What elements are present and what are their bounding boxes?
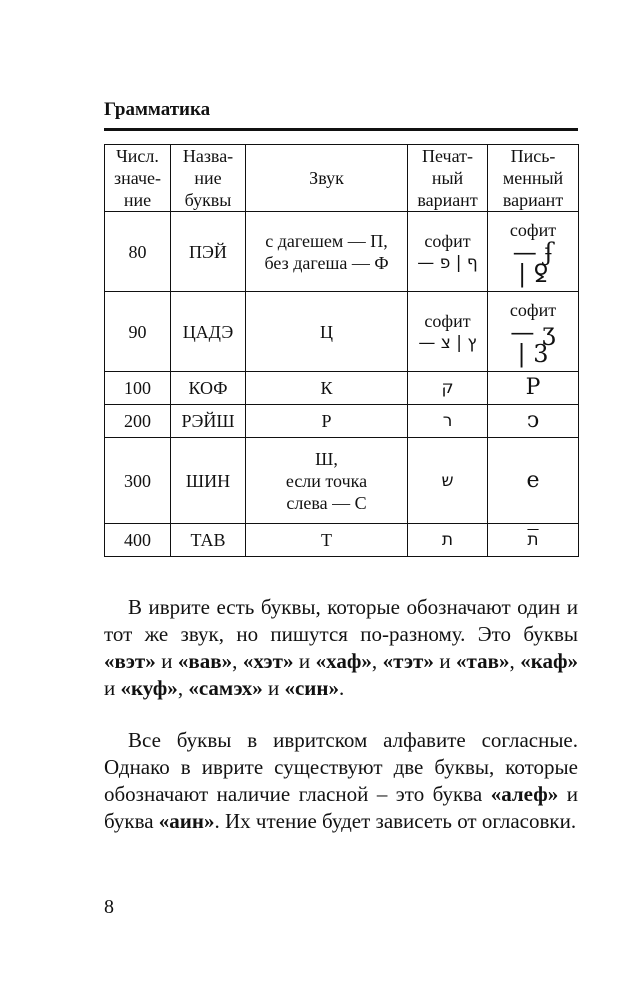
cell-sound: Т — [246, 524, 408, 557]
para2-text: . Их чтение будет зависеть от огласовки. — [214, 809, 577, 833]
printed-glyphs: — ף | פ — [417, 252, 478, 273]
cell-printed: ש — [408, 438, 488, 524]
cell-sound: Ц — [246, 292, 408, 372]
cell-value: 300 — [105, 438, 171, 524]
cell-written: P — [488, 372, 579, 405]
cell-written: ↄ — [488, 405, 579, 438]
page-number: 8 — [104, 896, 114, 918]
cell-printed: ר — [408, 405, 488, 438]
letter-name: «каф» — [520, 649, 578, 673]
letter-name: «аин» — [158, 809, 215, 833]
letter-name: «син» — [284, 676, 339, 700]
written-glyphs: — ʒ | 3 — [510, 317, 556, 368]
para1-text: и — [433, 649, 457, 673]
table-row — [105, 372, 579, 405]
letter-name: «хаф» — [315, 649, 372, 673]
para1-text: . — [339, 676, 345, 700]
header-letter-name: Назва- ние буквы — [171, 145, 246, 212]
cell-name: КОФ — [171, 372, 246, 405]
letter-name: «тав» — [456, 649, 510, 673]
cell-name: ШИН — [171, 438, 246, 524]
para2-text: Все буквы в ивритском алфавите согласные. Однако в иврите существуют две буквы, которые обозначают наличие гласной – это буква — [104, 728, 578, 806]
cell-value: 80 — [105, 212, 171, 292]
header-printed-variant: Печат- ный вариант — [408, 145, 488, 212]
table-row — [105, 292, 579, 372]
cell-written — [488, 212, 579, 292]
written-glyphs: — ʄ | ꝿ — [512, 237, 554, 288]
cell-written — [488, 292, 579, 372]
letter-name: «хэт» — [242, 649, 294, 673]
header-sound: Звук — [246, 145, 408, 212]
sofit-label: софит — [424, 310, 471, 331]
cell-sound: Ш, если точка слева — С — [246, 438, 408, 524]
sofit-label: софит — [509, 299, 557, 320]
header-written-variant: Пись- менный вариант — [488, 145, 579, 212]
para1-text: , — [177, 676, 189, 700]
letter-name: «вав» — [177, 649, 233, 673]
cell-sound: с дагешем — П, без дагеша — Ф — [246, 212, 408, 292]
table-row — [105, 438, 579, 524]
table-header-row — [105, 145, 579, 212]
cell-name: ТАВ — [171, 524, 246, 557]
hebrew-letters-table — [104, 144, 579, 557]
letter-name: «алеф» — [490, 782, 559, 806]
cell-name: ПЭЙ — [171, 212, 246, 292]
sofit-label: софит — [509, 219, 557, 240]
para1-text: В иврите есть буквы, которые обозначают один и тот же звук, но пишутся по-разному. Это буквы — [104, 595, 578, 646]
para1-text: , — [509, 649, 521, 673]
cell-value: 200 — [105, 405, 171, 438]
cell-written: e — [488, 438, 579, 524]
letter-name: «тэт» — [382, 649, 434, 673]
cell-sound: К — [246, 372, 408, 405]
para1-text: и — [262, 676, 285, 700]
section-title: Грамматика — [104, 98, 578, 131]
cell-name: ЦАДЭ — [171, 292, 246, 372]
para1-text: и — [155, 649, 178, 673]
letter-name: «вэт» — [104, 649, 156, 673]
paragraph-same-sound-letters — [104, 594, 578, 702]
cell-sound: Р — [246, 405, 408, 438]
sofit-label: софит — [424, 230, 471, 251]
cell-value: 90 — [105, 292, 171, 372]
para1-text: и — [293, 649, 316, 673]
cell-printed — [408, 212, 488, 292]
paragraph-vowel-letters — [104, 727, 578, 835]
header-numeric-value: Числ. значе- ние — [105, 145, 171, 212]
cell-name: РЭЙШ — [171, 405, 246, 438]
letter-name: «куф» — [120, 676, 178, 700]
table-row — [105, 212, 579, 292]
letter-name: «самэх» — [188, 676, 263, 700]
printed-glyphs: — ץ | צ — [418, 332, 477, 353]
cell-printed: ת — [408, 524, 488, 557]
para1-text: и — [104, 676, 121, 700]
table-row — [105, 405, 579, 438]
para1-text: , — [232, 649, 243, 673]
cell-written: ת — [488, 524, 579, 557]
cell-value: 100 — [105, 372, 171, 405]
cell-value: 400 — [105, 524, 171, 557]
cell-printed: ק — [408, 372, 488, 405]
para2-text: и буква — [104, 782, 578, 833]
table-row — [105, 524, 579, 557]
cell-printed — [408, 292, 488, 372]
para1-text: , — [371, 649, 383, 673]
